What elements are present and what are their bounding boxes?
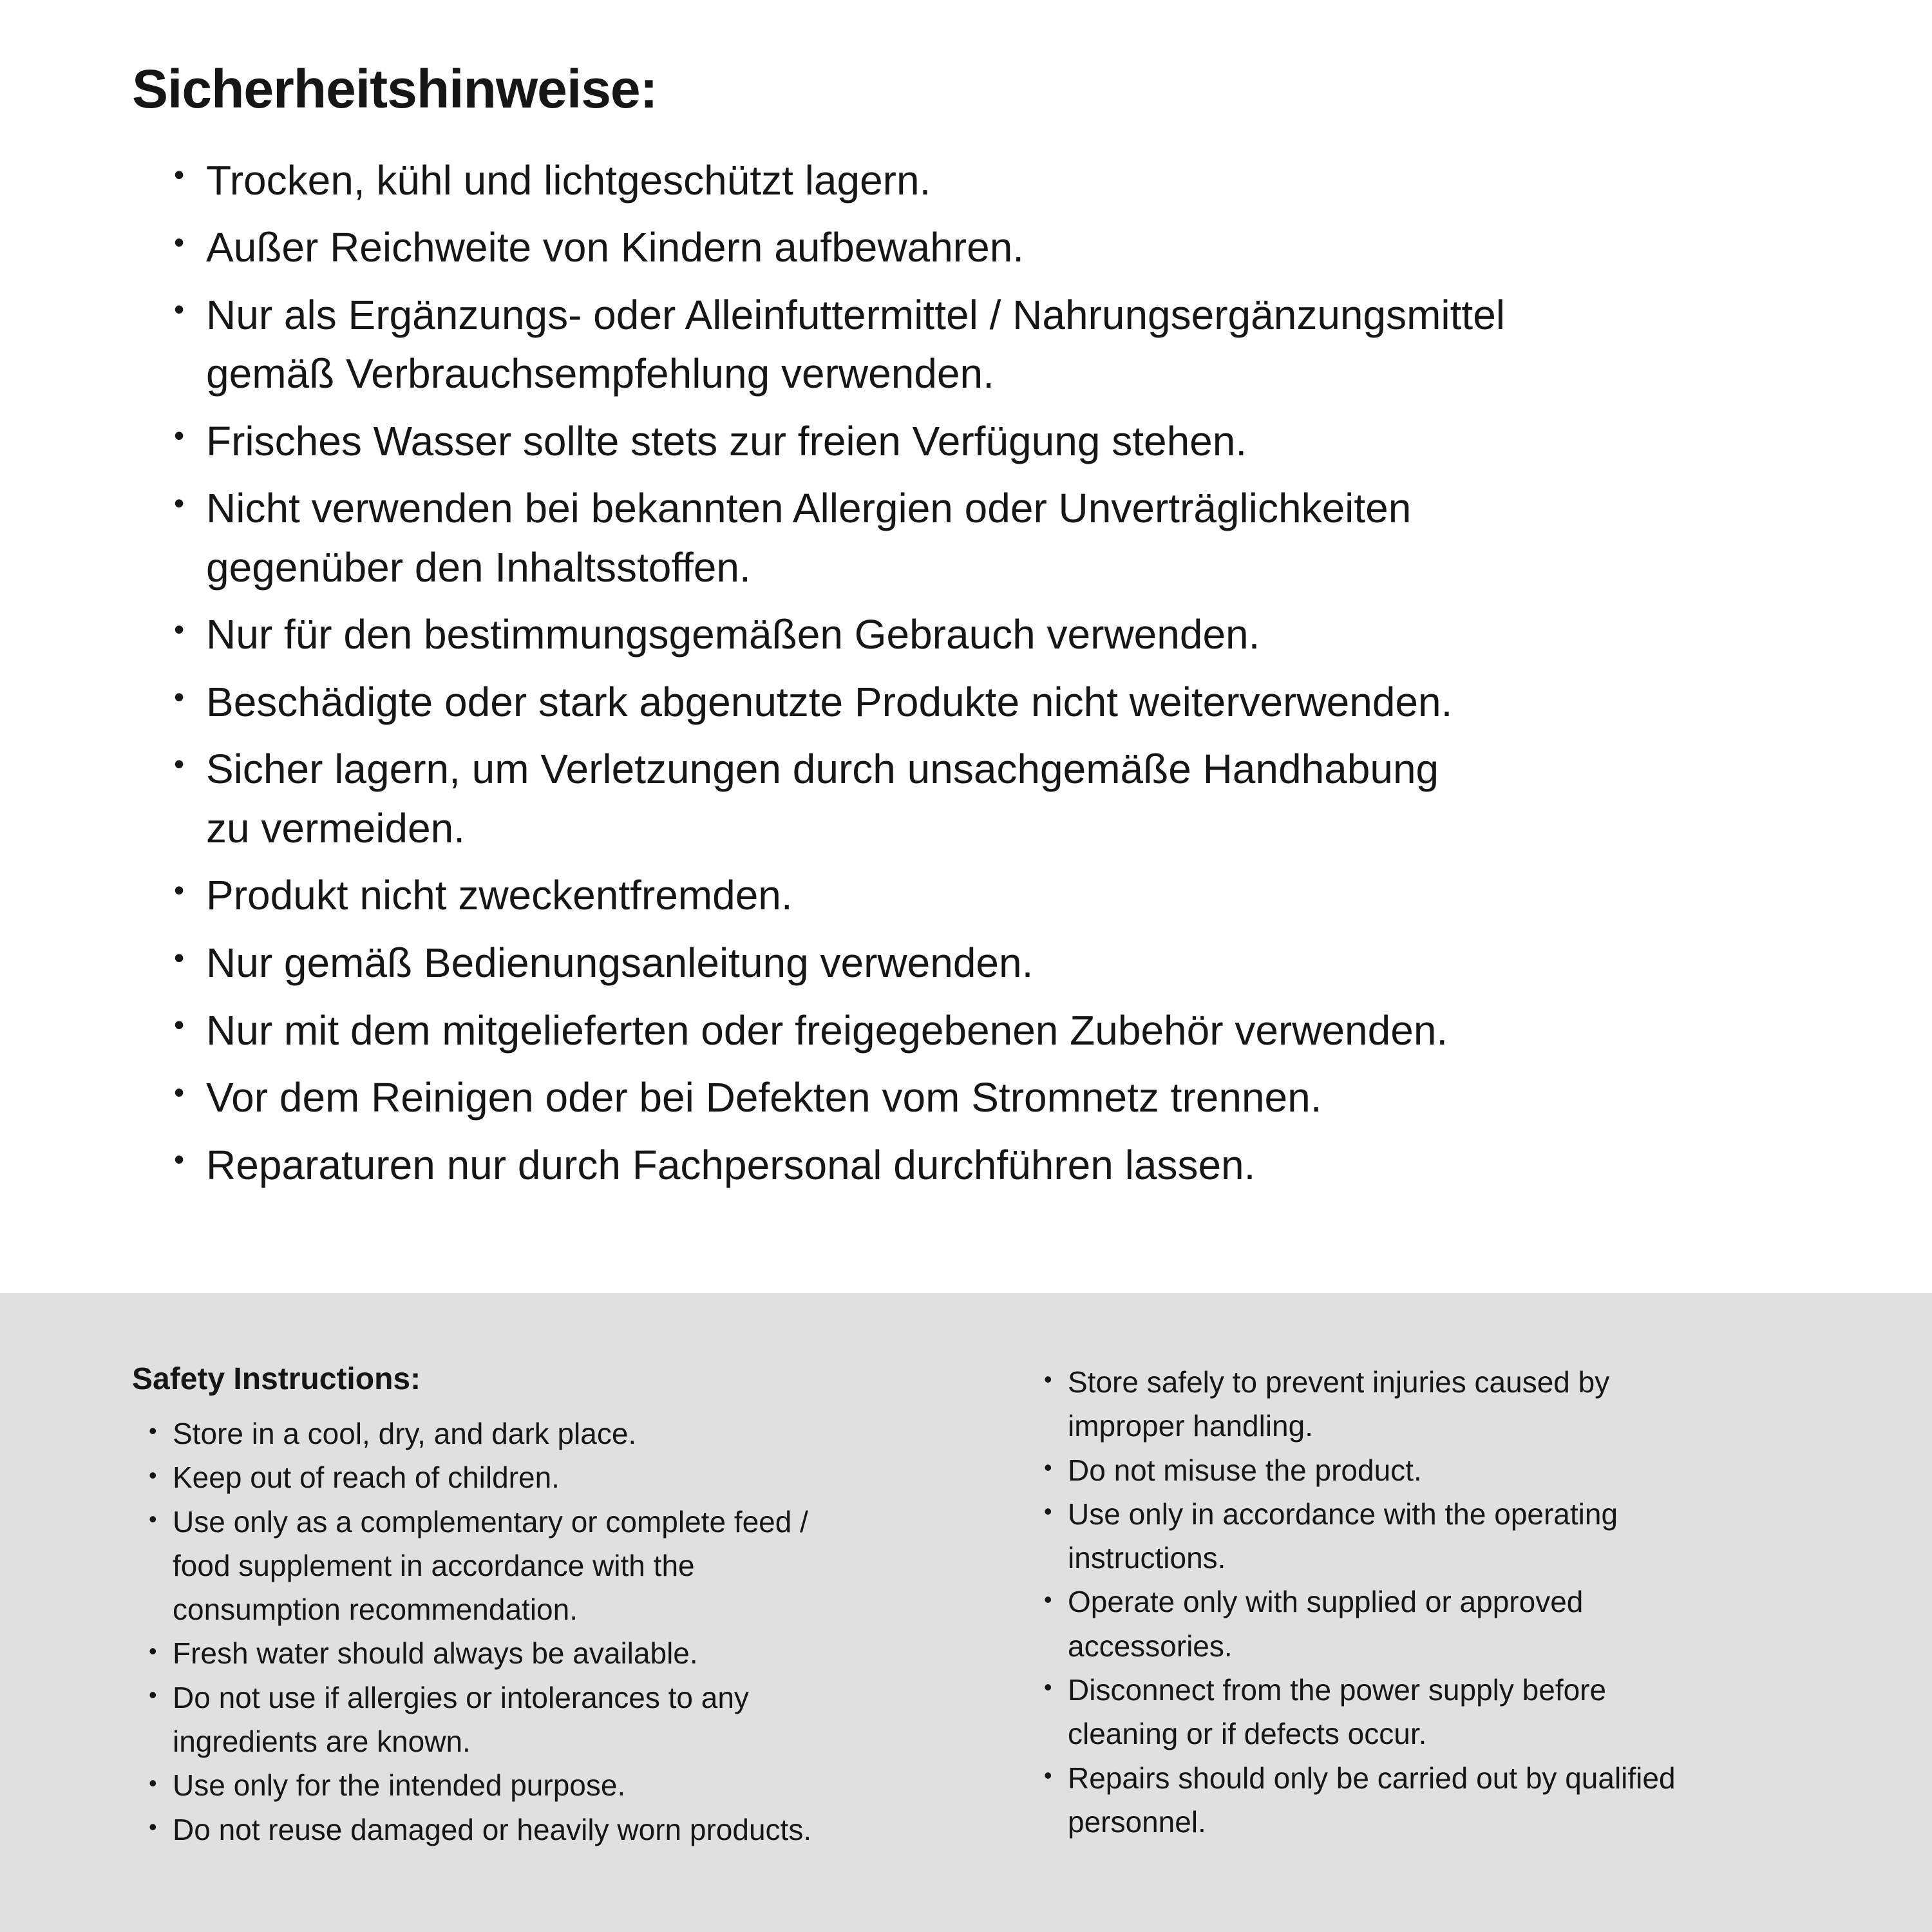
list-item-line: • Reparaturen nur durch Fachpersonal durchführen lassen. xyxy=(206,1141,1256,1188)
list-item-line: • Fresh water should always be available. xyxy=(173,1636,698,1671)
list-item xyxy=(173,866,1893,925)
list-item xyxy=(1044,1668,1868,1756)
list-item xyxy=(1044,1756,1868,1844)
list-item-line: • Do not misuse the product. xyxy=(1068,1453,1422,1487)
list-item-line: • Store safely to prevent injuries caused by xyxy=(1068,1365,1610,1399)
list-item-line: gemäß Verbrauchsempfehlung verwenden. xyxy=(206,350,994,397)
list-item-line: • Frisches Wasser sollte stets zur freien Verfügung stehen. xyxy=(206,417,1247,464)
list-item-line: personnel. xyxy=(1068,1804,1206,1839)
list-item-line: • Außer Reichweite von Kindern aufbewahren. xyxy=(206,224,1025,271)
english-right-column xyxy=(1022,1360,1868,1844)
list-item-line: cleaning or if defects occur. xyxy=(1068,1717,1427,1751)
english-section xyxy=(0,1293,1932,1932)
list-item-line: • Vor dem Reinigen oder bei Defekten vom Stromnetz trennen. xyxy=(206,1074,1322,1121)
list-item xyxy=(173,934,1893,993)
list-item-line: instructions. xyxy=(1068,1541,1226,1575)
list-item xyxy=(173,218,1893,278)
list-item xyxy=(149,1808,1022,1852)
english-safety-list-right xyxy=(1022,1360,1868,1844)
list-item-line: ingredients are known. xyxy=(173,1725,471,1759)
list-item-line: • Use only as a complementary or complete feed / xyxy=(173,1504,808,1539)
list-item-line: • Store in a cool, dry, and dark place. xyxy=(173,1417,637,1450)
list-item xyxy=(149,1500,1022,1632)
english-heading: Safety Instructions: xyxy=(132,1362,421,1396)
list-item-line: • Do not use if allergies or intolerances to any xyxy=(173,1680,749,1714)
list-item-line: • Beschädigte oder stark abgenutzte Produkte nicht weiterverwenden. xyxy=(206,678,1453,725)
english-left-column xyxy=(132,1360,1022,1852)
list-item-line: zu vermeiden. xyxy=(206,804,465,851)
list-item-line: • Nur mit dem mitgelieferten oder freigegebenen Zubehör verwenden. xyxy=(206,1007,1448,1054)
german-safety-list xyxy=(132,151,1893,1195)
list-item-line: • Do not reuse damaged or heavily worn products. xyxy=(173,1812,812,1846)
list-item-line: improper handling. xyxy=(1068,1409,1314,1443)
list-item-line: • Disconnect from the power supply before xyxy=(1068,1673,1607,1707)
list-item-line: • Repairs should only be carried out by qualified xyxy=(1068,1761,1676,1795)
list-item xyxy=(173,286,1893,404)
list-item xyxy=(1044,1448,1868,1492)
list-item xyxy=(149,1631,1022,1675)
list-item xyxy=(149,1676,1022,1764)
list-item xyxy=(173,605,1893,665)
list-item xyxy=(173,1068,1893,1128)
list-item-line: • Trocken, kühl und lichtgeschützt lagern. xyxy=(206,156,931,204)
list-item-line: • Sicher lagern, um Verletzungen durch unsachgemäße Handhabung xyxy=(206,746,1439,793)
list-item xyxy=(173,1001,1893,1061)
list-item xyxy=(173,151,1893,211)
list-item-line: • Operate only with supplied or approved xyxy=(1068,1585,1584,1619)
list-item xyxy=(149,1763,1022,1807)
english-safety-list-left xyxy=(132,1412,1022,1852)
list-item xyxy=(1044,1360,1868,1448)
list-item xyxy=(1044,1492,1868,1580)
list-item xyxy=(149,1412,1022,1455)
list-item-line: • Keep out of reach of children. xyxy=(173,1461,560,1495)
list-item xyxy=(173,1136,1893,1195)
list-item-line: • Nur gemäß Bedienungsanleitung verwenden. xyxy=(206,939,1034,986)
list-item xyxy=(149,1455,1022,1499)
list-item-line: • Nur als Ergänzungs- oder Alleinfuttermittel / Nahrungsergänzungsmittel xyxy=(206,291,1505,338)
list-item-line: • Use only for the intended purpose. xyxy=(173,1768,626,1803)
list-item xyxy=(173,479,1893,597)
list-item-line: consumption recommendation. xyxy=(173,1593,578,1627)
list-item-line: • Nur für den bestimmungsgemäßen Gebrauch verwenden. xyxy=(206,611,1260,658)
list-item xyxy=(173,673,1893,732)
list-item-line: accessories. xyxy=(1068,1629,1233,1663)
list-item-line: gegenüber den Inhaltsstoffen. xyxy=(206,544,751,591)
list-item-line: • Nicht verwenden bei bekannten Allergien oder Unverträglichkeiten xyxy=(206,485,1412,532)
list-item xyxy=(173,740,1893,858)
list-item-line: food supplement in accordance with the xyxy=(173,1548,695,1582)
list-item-line: • Use only in accordance with the operating xyxy=(1068,1497,1618,1531)
list-item xyxy=(173,412,1893,471)
list-item-line: • Produkt nicht zweckentfremden. xyxy=(206,872,793,919)
german-heading: Sicherheitshinweise: xyxy=(132,59,658,119)
list-item xyxy=(1044,1580,1868,1668)
